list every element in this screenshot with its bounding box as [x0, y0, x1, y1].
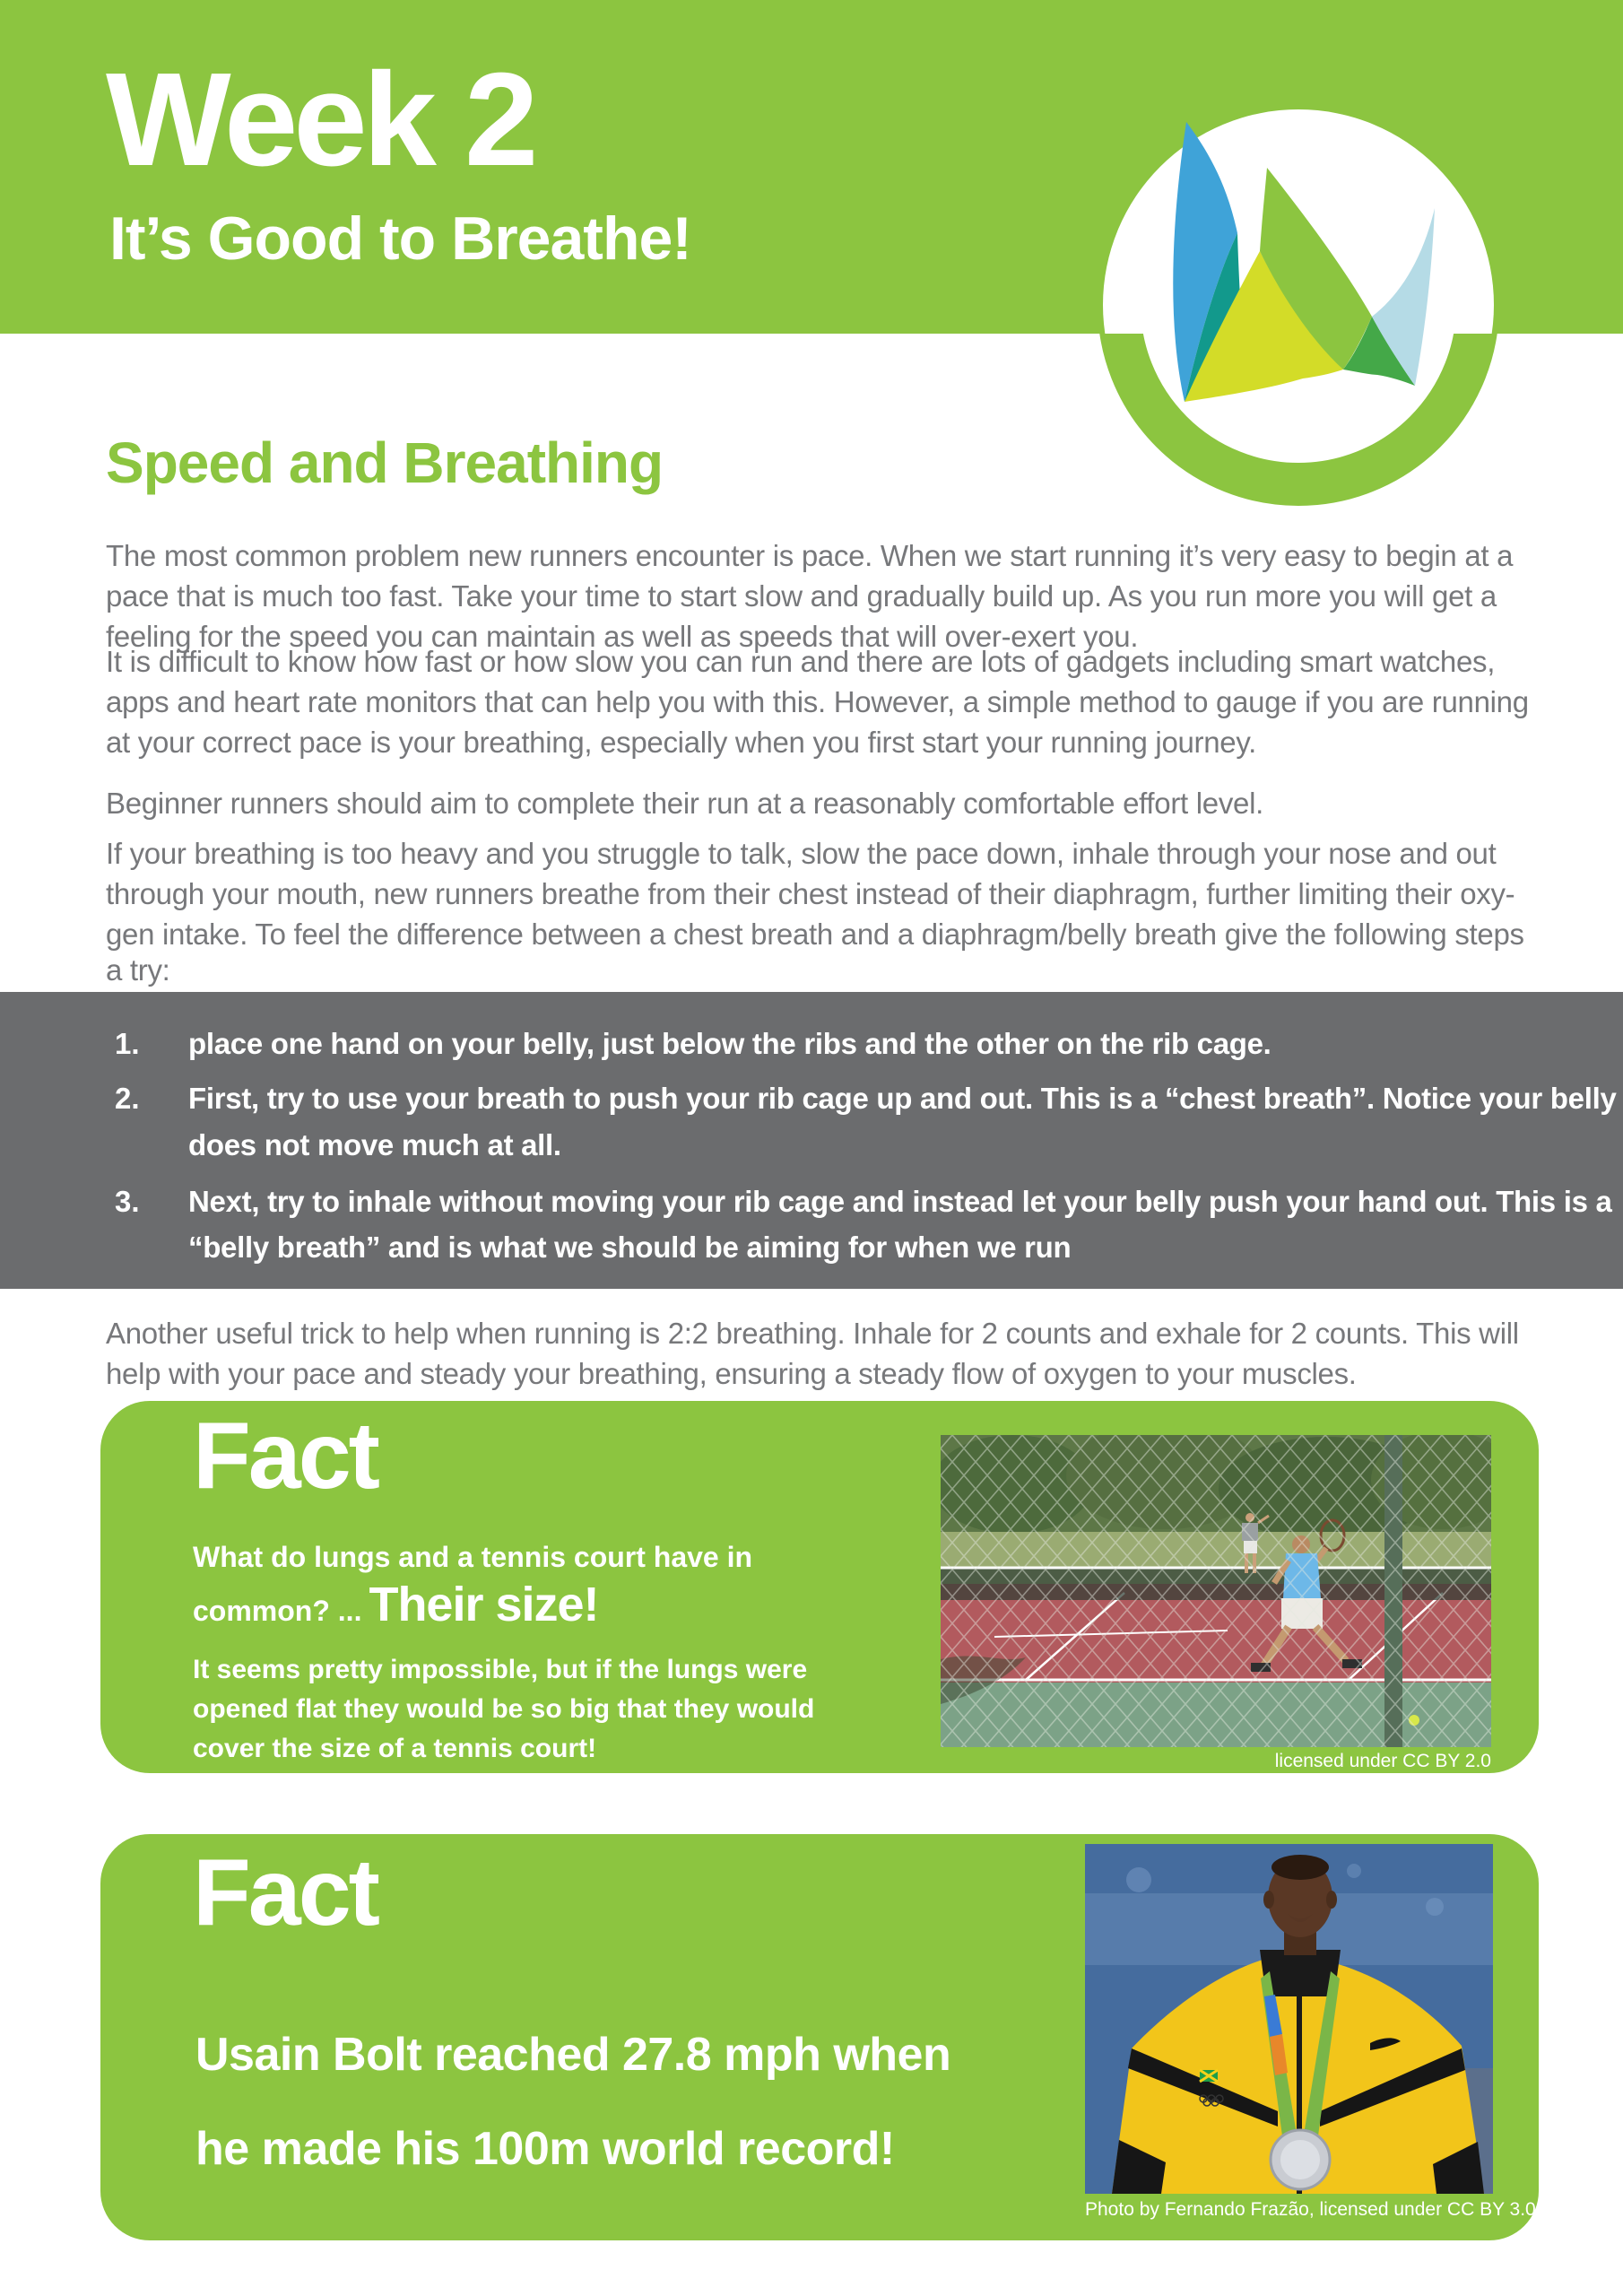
step-line: does not move much at all.	[188, 1128, 561, 1161]
step-number: 3.	[115, 1185, 140, 1218]
paragraph-line: Beginner runners should aim to complete their run at a reasonably comfortable effort level.	[106, 787, 1263, 820]
page-subtitle: It’s Good to Breathe!	[109, 204, 691, 273]
fact-question-line	[193, 1577, 599, 1632]
tennis-court-photo	[941, 1435, 1491, 1747]
step-number: 1.	[115, 1027, 140, 1060]
photo-caption: Photo by Fernando Frazão, licensed under CC BY 3.0	[1085, 2199, 1536, 2220]
fact-question-prefix: common? ...	[193, 1595, 362, 1627]
usain-bolt-photo	[1085, 1844, 1493, 2194]
page-title: Week 2	[106, 46, 534, 194]
paragraph-line: a try:	[106, 953, 170, 987]
fact-box-bolt	[100, 1834, 1539, 2240]
section-heading: Speed and Breathing	[106, 430, 664, 495]
fact-title: Fact	[193, 1839, 378, 1945]
fact-body-line: It seems pretty impossible, but if the lungs were	[193, 1655, 808, 1684]
fact-body-line: Usain Bolt reached 27.8 mph when	[195, 2029, 951, 2081]
paragraph-line: apps and heart rate monitors that can help you with this. However, a simple method to gauge if you are running	[106, 685, 1529, 718]
fact-body-line: cover the size of a tennis court!	[193, 1734, 597, 1763]
step-line: place one hand on your belly, just below the ribs and the other on the rib cage.	[188, 1027, 1271, 1060]
photo-caption: licensed under CC BY 2.0	[1274, 1751, 1491, 1771]
fact-question-line: What do lungs and a tennis court have in	[193, 1541, 753, 1573]
step-line: Next, try to inhale without moving your rib cage and instead let your belly push your hand out. This is a	[188, 1185, 1612, 1218]
step-line: “belly breath” and is what we should be aiming for when we run	[188, 1231, 1072, 1264]
fact-body-line: he made his 100m world record!	[195, 2123, 895, 2175]
step-line: First, try to use your breath to push your rib cage up and out. This is a “chest breath”. Notice your belly	[188, 1082, 1617, 1115]
step-number: 2.	[115, 1082, 140, 1115]
paragraph-line: through your mouth, new runners breathe from their chest instead of their diaphragm, further limiting their oxy-	[106, 877, 1515, 910]
fact-box-lungs	[100, 1401, 1539, 1773]
running-club-sails-logo-icon	[1065, 85, 1532, 552]
fact-question-highlight: Their size!	[369, 1578, 599, 1631]
paragraph-line: help with your pace and steady your breathing, ensuring a steady flow of oxygen to your muscles.	[106, 1357, 1357, 1390]
paragraph-line: at your correct pace is your breathing, especially when you first start your running journey.	[106, 726, 1256, 759]
paragraph-line: feeling for the speed you can maintain as well as speeds that will over-exert you.	[106, 620, 1139, 653]
paragraph-line: pace that is much too fast. Take your time to start slow and gradually build up. As you run more you will get a	[106, 579, 1497, 613]
fact-title: Fact	[193, 1403, 378, 1509]
paragraph-line: gen intake. To feel the difference between a chest breath and a diaphragm/belly breath give the following steps	[106, 918, 1524, 951]
paragraph-line: Another useful trick to help when running is 2:2 breathing. Inhale for 2 counts and exhale for 2 counts. This will	[106, 1317, 1519, 1350]
paragraph-line: The most common problem new runners encounter is pace. When we start running it’s very easy to begin at a	[106, 539, 1514, 572]
paragraph-line: If your breathing is too heavy and you struggle to talk, slow the pace down, inhale through your nose and out	[106, 837, 1497, 870]
fact-body-line: opened flat they would be so big that they would	[193, 1694, 815, 1724]
paragraph-line: It is difficult to know how fast or how slow you can run and there are lots of gadgets including smart watches,	[106, 645, 1496, 678]
